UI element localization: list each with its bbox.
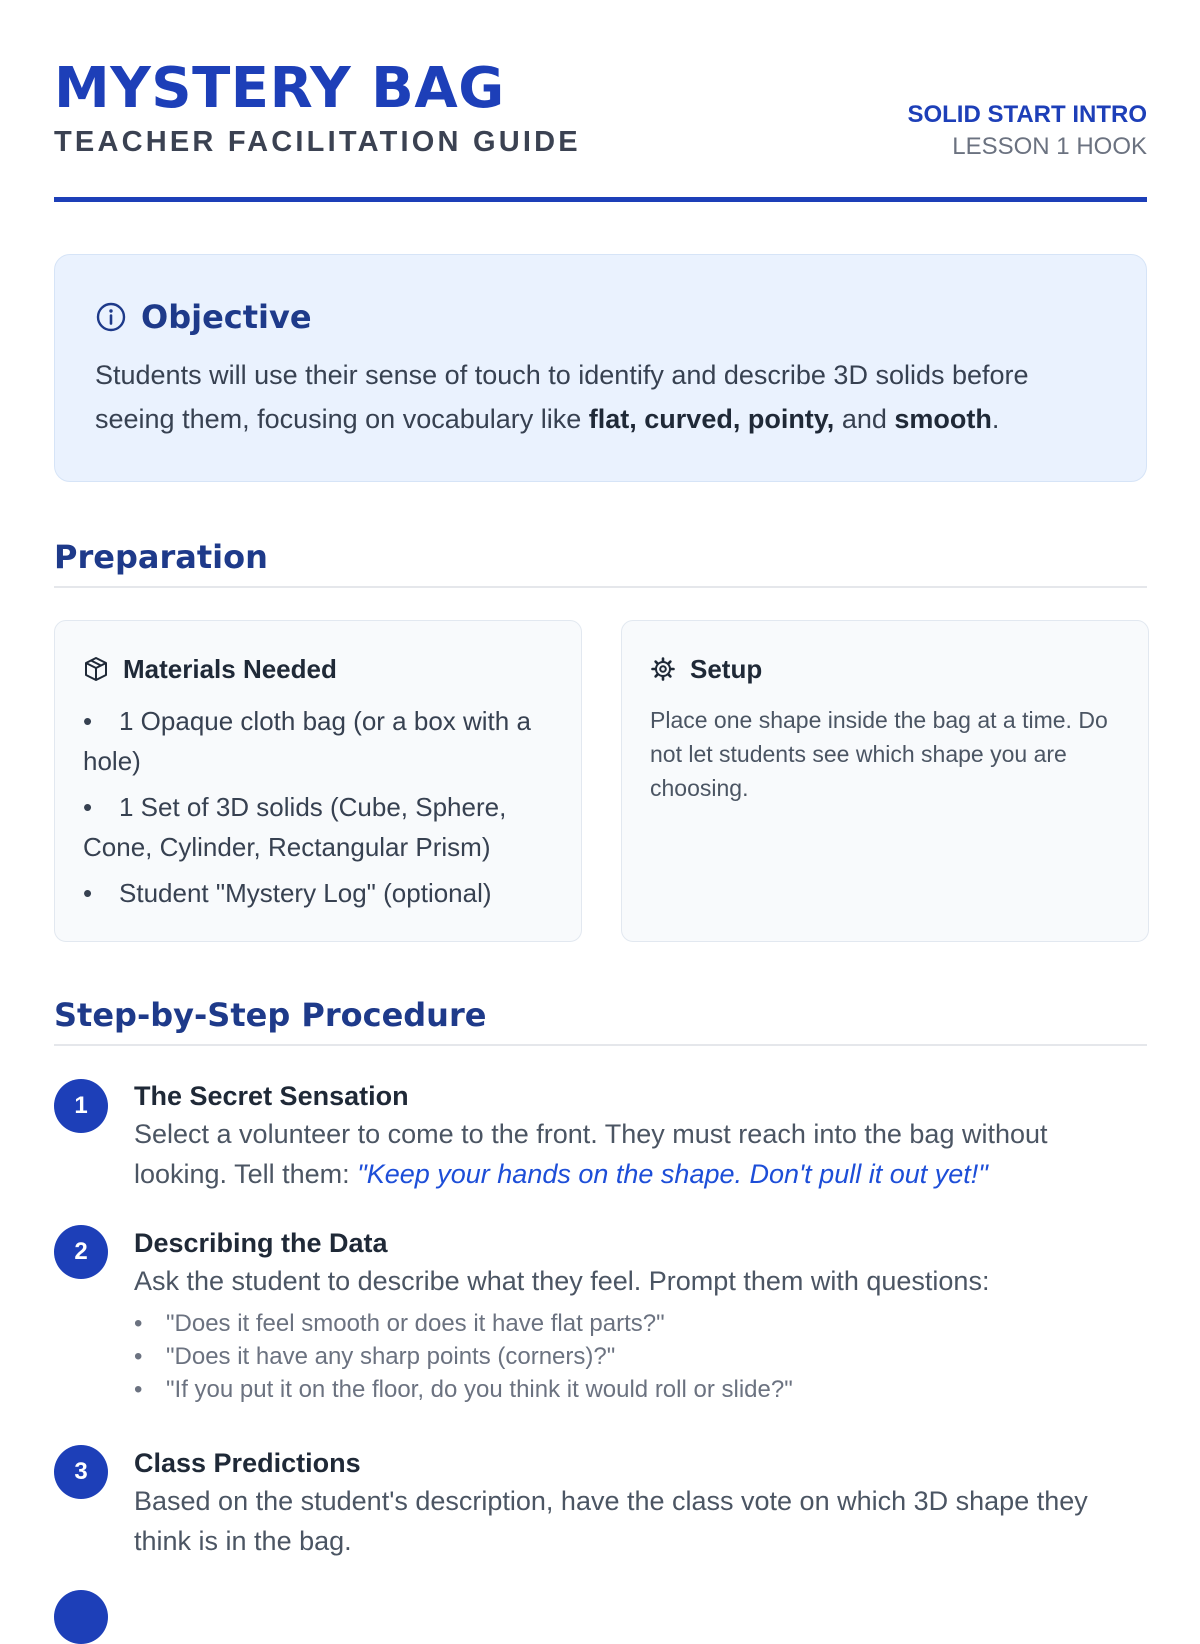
list-item: • "If you put it on the floor, do you think it would roll or slide?" [134,1376,793,1403]
step-text: Select a volunteer to come to the front. They must reach into the bag without looking. Tell them: "Keep your hands on the shape. Don't pull it out yet!" [134,1119,1048,1189]
step-title: Class Predictions [134,1448,361,1478]
objective-title: Objective [141,298,312,336]
unit-label: SOLID START INTRO [907,101,1147,128]
setup-card [621,620,1149,942]
page-title: MYSTERY BAG [54,56,505,121]
objective-text-start: Students will use their sense of touch to identify and describe 3D solids before seeing them, focusing on vocabulary like [95,360,1029,434]
objective-text-end: . [991,404,1000,434]
objective-keyword-last: smooth [894,404,992,434]
step-title: The Secret Sensation [134,1081,409,1111]
step-text: Based on the student's description, have the class vote on which 3D shape they think is in the bag. [134,1486,1088,1556]
step-number-badge: 1 [54,1079,108,1133]
objective-box [54,254,1147,482]
lesson-label: LESSON 1 HOOK [952,133,1147,160]
list-item: • "Does it have any sharp points (corners)?" [134,1343,616,1370]
step-title: Describing the Data [134,1228,388,1258]
objective-text [95,353,1106,441]
list-item: • "Does it feel smooth or does it have flat parts?" [134,1310,665,1337]
gear-icon [650,656,676,682]
teacher-quote: "Keep your hands on the shape. Don't pull it out yet!" [357,1159,988,1189]
step-number-badge: 2 [54,1225,108,1279]
procedure-step [54,1078,1147,1194]
list-item: • Student "Mystery Log" (optional) [83,878,492,908]
materials-card [54,620,582,942]
step-number-badge: 3 [54,1445,108,1499]
setup-title: Setup [690,653,763,684]
preparation-heading: Preparation [54,538,1147,588]
list-item: • 1 Opaque cloth bag (or a box with a hole) [83,706,531,776]
list-item: • 1 Set of 3D solids (Cube, Sphere, Cone, Cylinder, Rectangular Prism) [83,792,507,862]
step-number-badge [54,1590,108,1644]
procedure-heading: Step-by-Step Procedure [54,996,1147,1046]
procedure-step [54,1445,1147,1561]
page-subtitle: TEACHER FACILITATION GUIDE [54,126,581,158]
materials-list [83,701,553,913]
objective-keywords: flat, curved, pointy, [588,404,835,434]
page-header [54,54,1147,202]
materials-title: Materials Needed [123,653,337,684]
procedure-step [54,1225,1147,1406]
prompt-questions-list [134,1307,1147,1406]
info-icon [95,301,127,333]
box-icon [83,656,109,682]
objective-text-and: and [834,404,895,434]
setup-text: Place one shape inside the bag at a time. Do not let students see which shape you are choosing. [650,707,1108,801]
step-text: Ask the student to describe what they feel. Prompt them with questions: [134,1266,990,1296]
lesson-info [907,100,1147,164]
